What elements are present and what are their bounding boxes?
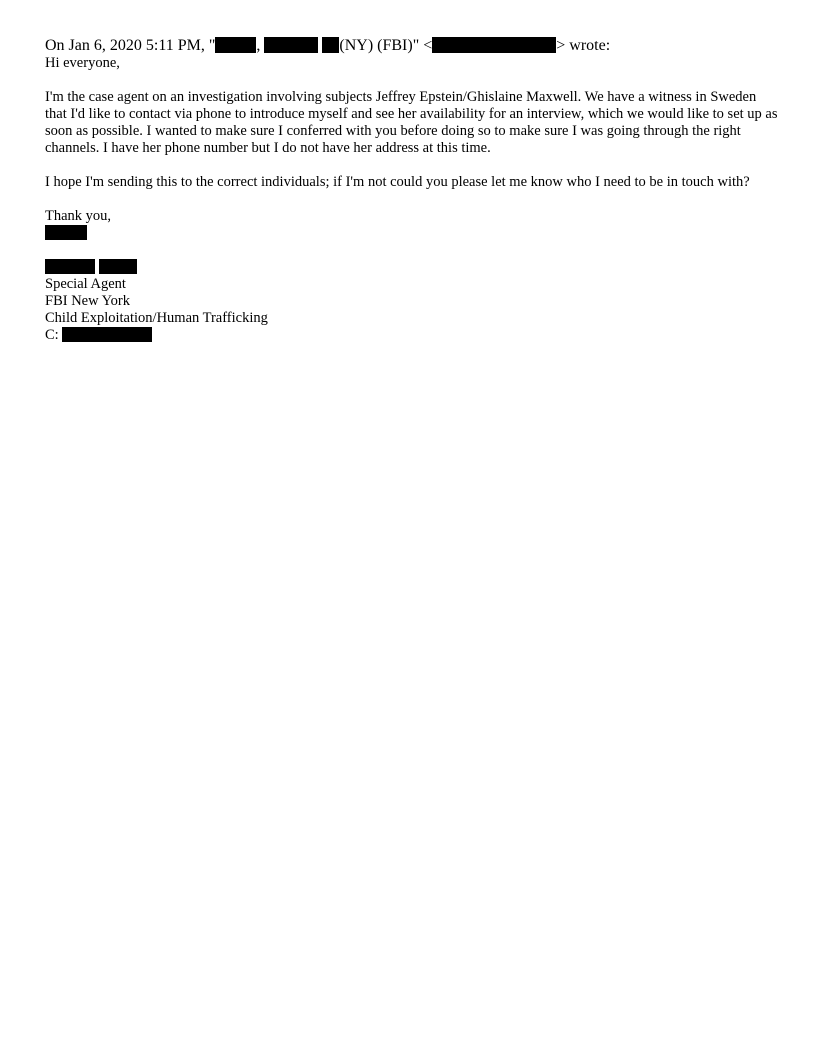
signature-name-line: [45, 225, 785, 242]
body-paragraph: I'm the case agent on an investigation involving subjects Jeffrey Epstein/Ghislaine Maxwell. We have a witness in Sweden that I'd like to contact via phone to introduce myself and see her availability for an interview, which we would like to set up as soon as possible. I wanted to make sure I conferred with you before doing so to make sure I was going through the right channels. I have her phone number but I do not have her address at this time.: [45, 89, 778, 156]
redaction-block: [432, 37, 556, 53]
email-document: [45, 37, 785, 344]
greeting: Hi everyone,: [45, 55, 120, 71]
body-paragraph: I hope I'm sending this to the correct individuals; if I'm not could you please let me know who I need to be in touch with?: [45, 174, 750, 190]
phone-label: C:: [45, 327, 59, 343]
spacer: [45, 242, 785, 259]
header-suffix: > wrote:: [556, 37, 611, 54]
header-date-prefix: On Jan 6, 2020 5:11 PM, ": [45, 37, 216, 54]
header-agency: (NY) (FBI)" <: [339, 37, 433, 54]
redaction-block: [45, 259, 95, 274]
signature-office: FBI New York: [45, 293, 131, 309]
signature-phone-line: [45, 327, 785, 344]
redaction-block: [45, 225, 87, 240]
redaction-block: [215, 37, 256, 53]
signature-title: Special Agent: [45, 276, 126, 292]
quoted-header: [45, 37, 785, 55]
redaction-block: [264, 37, 318, 53]
redaction-block: [99, 259, 137, 274]
signature-full-name-line: [45, 259, 785, 276]
redaction-block: [322, 37, 339, 53]
redaction-block: [62, 327, 152, 342]
header-comma: ,: [256, 37, 261, 54]
closing: Thank you,: [45, 208, 112, 224]
signature-unit: Child Exploitation/Human Trafficking: [45, 310, 268, 326]
